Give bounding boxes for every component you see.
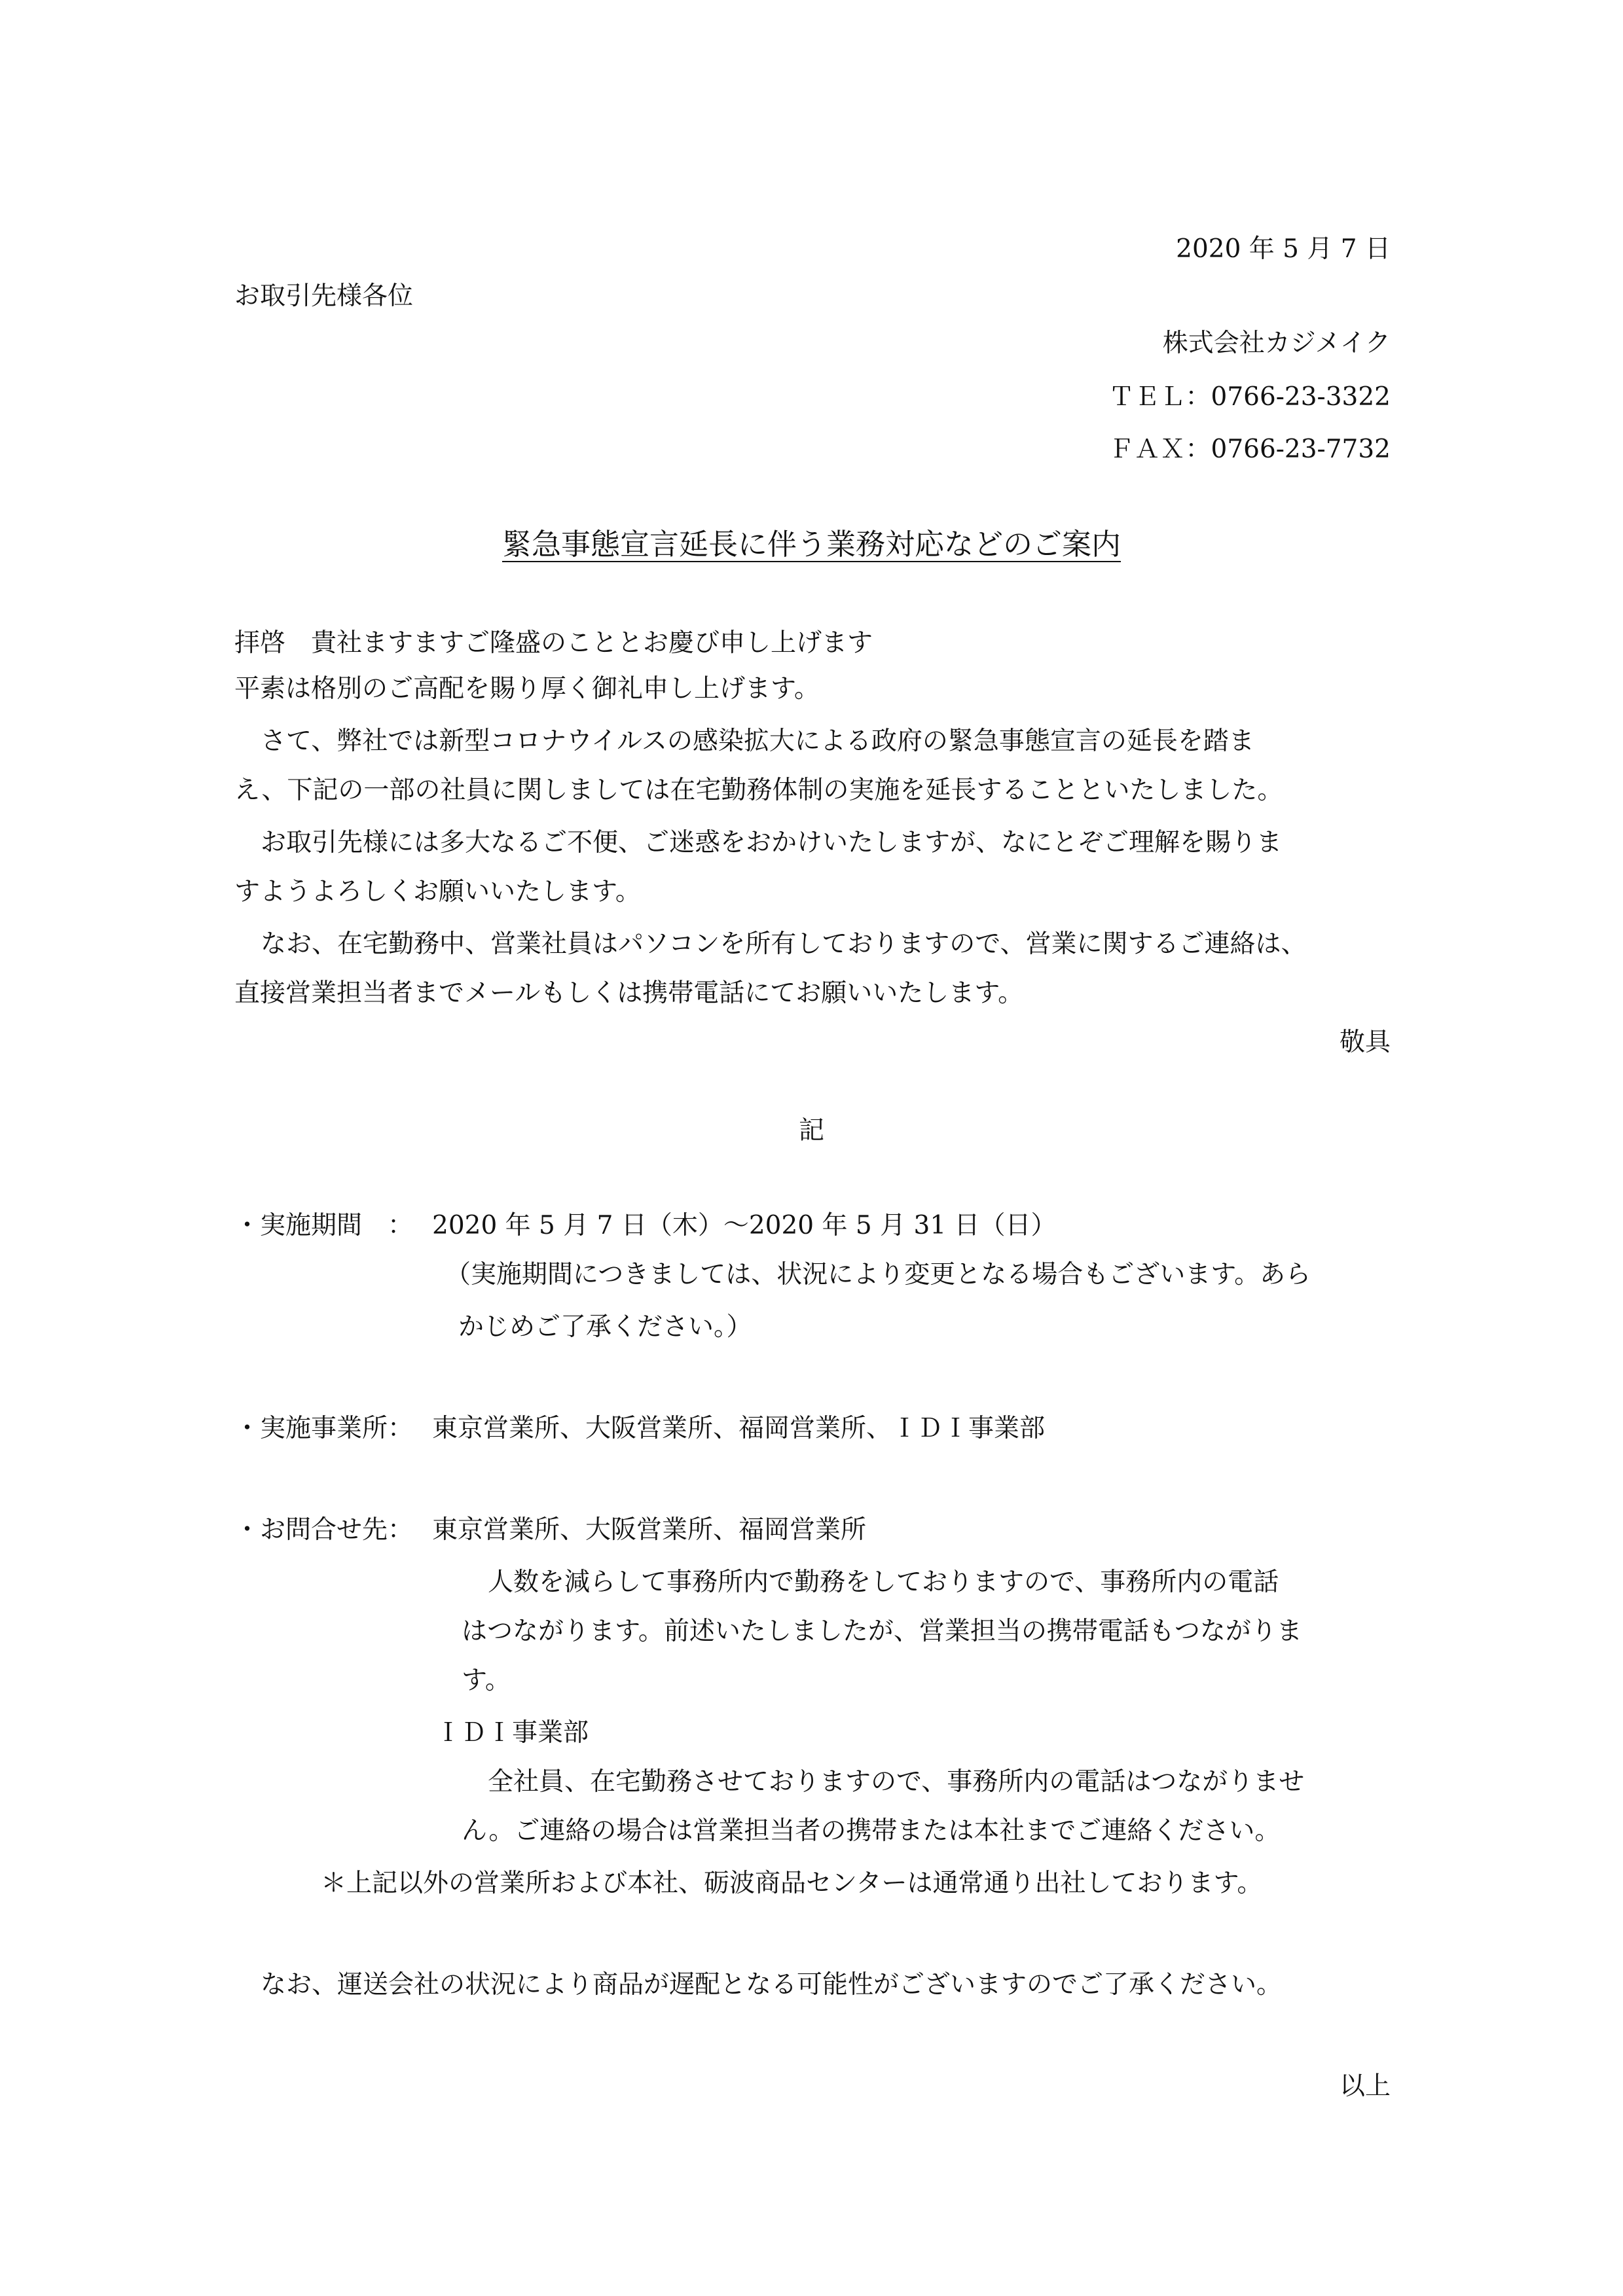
contact-note-1-line-1: 人数を減らして事務所内で勤務をしておりますので、事務所内の電話 — [488, 1568, 1279, 1597]
shipping-note: なお、運送会社の状況により商品が遅配となる可能性がございますのでご了承ください。 — [261, 1970, 1283, 2000]
contact-value: 東京営業所、大阪営業所、福岡営業所 — [432, 1515, 867, 1545]
asterisk-note: ＊上記以外の営業所および本社、砺波商品センターは通常通り出社しております。 — [321, 1869, 1263, 1898]
closing-ijou: 以上 — [1339, 2072, 1391, 2101]
thanks-line: 平素は格別のご高配を賜り厚く御礼申し上げます。 — [234, 674, 820, 704]
contact-note-2-line-1: 全社員、在宅勤務させておりますので、事務所内の電話はつながりませ — [488, 1767, 1305, 1797]
contact-note-2-line-2: ん。ご連絡の場合は営業担当者の携帯または本社までご連絡ください。 — [462, 1816, 1281, 1846]
body-paragraph-1-line-2: え、下記の一部の社員に関しましては在宅勤務体制の実施を延長することといたしました。 — [234, 776, 1283, 805]
period-value: 2020 年 5 月 7 日（木）～2020 年 5 月 31 日（日） — [432, 1211, 1057, 1240]
addressee: お取引先様各位 — [234, 281, 414, 311]
body-paragraph-2-line-2: すようよろしくお願いいたします。 — [234, 877, 641, 906]
period-label: ・実施期間 ： — [234, 1211, 414, 1240]
contact-label: ・お問合せ先： — [234, 1515, 414, 1545]
body-paragraph-3-line-1: なお、在宅勤務中、営業社員はパソコンを所有しておりますので、営業に関するご連絡は、 — [261, 929, 1307, 959]
offices-label: ・実施事業所： — [234, 1414, 414, 1443]
period-note-line-1: （実施期間につきましては、状況により変更となる場合もございます。あら — [445, 1260, 1311, 1289]
body-paragraph-1-line-1: さて、弊社では新型コロナウイルスの感染拡大による政府の緊急事態宣言の延長を踏ま — [261, 726, 1254, 756]
company-name: 株式会社カジメイク — [1162, 329, 1391, 358]
ki-heading: 記 — [798, 1116, 824, 1145]
company-tel: ＴＥＬ：0766-23-3322 — [1108, 382, 1391, 412]
contact-note-1-line-3: す。 — [462, 1666, 511, 1695]
contact-note-1-line-2: はつながります。前述いたしましたが、営業担当の携帯電話もつながりま — [462, 1617, 1302, 1646]
letter-date: 2020 年 5 月 7 日 — [1176, 234, 1391, 264]
company-fax: ＦＡＸ：0766-23-7732 — [1108, 435, 1391, 464]
offices-value: 東京営業所、大阪営業所、福岡営業所、ＩＤＩ事業部 — [432, 1414, 1046, 1443]
body-paragraph-2-line-1: お取引先様には多大なるご不便、ご迷惑をおかけいたしますが、なにとぞご理解を賜りま — [261, 828, 1283, 857]
document-title: 緊急事態宣言延長に伴う業務対応などのご案内 — [501, 527, 1121, 562]
body-paragraph-3-line-2: 直接営業担当者までメールもしくは携帯電話にてお願いいたします。 — [234, 978, 1024, 1008]
greeting: 拝啓 貴社ますますご隆盛のこととお慶び申し上げます — [234, 628, 873, 658]
idi-department-label: ＩＤＩ事業部 — [435, 1718, 589, 1748]
closing-keigu: 敬具 — [1339, 1028, 1391, 1057]
period-note-line-2: かじめご了承ください。） — [458, 1312, 752, 1342]
